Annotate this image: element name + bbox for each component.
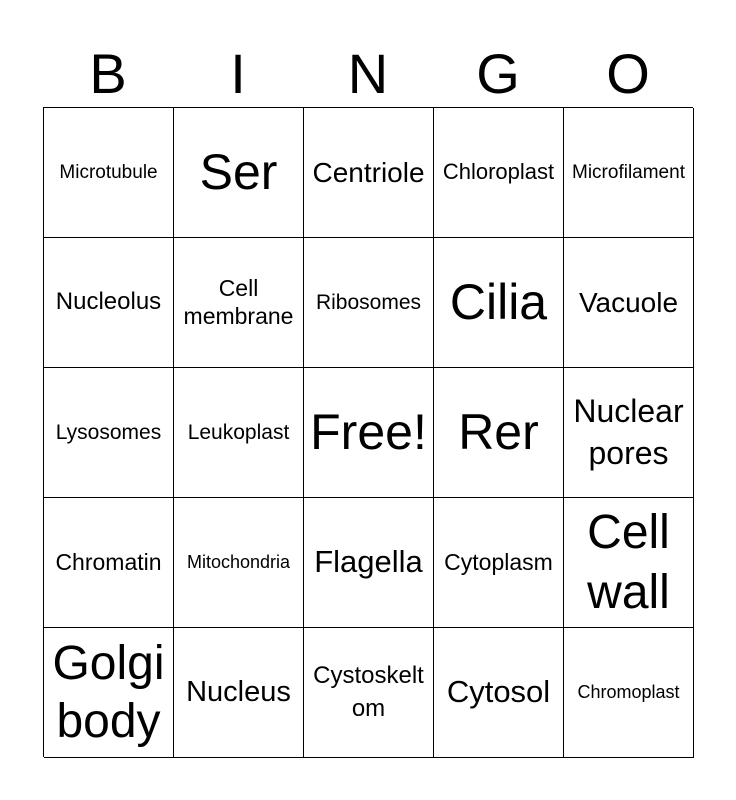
cell-text: Chromoplast bbox=[577, 682, 680, 703]
cell-text: Centriole bbox=[312, 156, 425, 188]
cell-text: Lysosomes bbox=[55, 420, 162, 444]
bingo-cell[interactable] bbox=[564, 628, 694, 758]
bingo-header bbox=[43, 42, 693, 106]
header-letter-i: I bbox=[230, 42, 246, 105]
cell-text: Cytoplasm bbox=[444, 548, 553, 575]
header-letter-n: N bbox=[347, 42, 389, 105]
cell-text: Cytosol bbox=[446, 674, 551, 710]
cell-text: Cell wall bbox=[587, 505, 670, 619]
bingo-cell[interactable] bbox=[174, 238, 304, 368]
bingo-cell[interactable] bbox=[44, 498, 174, 628]
cell-text: Microfilament bbox=[572, 161, 685, 183]
bingo-cell[interactable] bbox=[44, 238, 174, 368]
bingo-cell[interactable] bbox=[564, 368, 694, 498]
bingo-cell[interactable] bbox=[564, 108, 694, 238]
bingo-cell[interactable] bbox=[304, 238, 434, 368]
cell-text: Nucleus bbox=[186, 676, 291, 709]
bingo-cell[interactable] bbox=[434, 238, 564, 368]
bingo-cell[interactable] bbox=[304, 628, 434, 758]
bingo-cell[interactable] bbox=[434, 498, 564, 628]
cell-text: Cilia bbox=[449, 274, 548, 330]
cell-text: Flagella bbox=[314, 544, 423, 580]
bingo-cell[interactable] bbox=[44, 628, 174, 758]
cell-text: Mitochondria bbox=[186, 552, 291, 573]
cell-text: Nuclear pores bbox=[573, 392, 684, 471]
bingo-cell[interactable] bbox=[564, 498, 694, 628]
bingo-cell[interactable] bbox=[44, 108, 174, 238]
header-letter-b: B bbox=[89, 42, 127, 105]
bingo-cell[interactable] bbox=[434, 628, 564, 758]
header-letter-g: G bbox=[476, 42, 520, 105]
bingo-cell[interactable] bbox=[174, 368, 304, 498]
cell-text: Chloroplast bbox=[442, 159, 555, 185]
cell-text: Microtubule bbox=[59, 161, 158, 183]
bingo-cell[interactable] bbox=[174, 108, 304, 238]
cell-text: Nucleolus bbox=[55, 288, 162, 316]
bingo-cell[interactable] bbox=[434, 108, 564, 238]
cell-text: Golgi body bbox=[52, 636, 165, 748]
bingo-board bbox=[43, 107, 693, 757]
bingo-cell[interactable] bbox=[174, 498, 304, 628]
cell-text: Leukoplast bbox=[187, 420, 290, 444]
bingo-cell[interactable] bbox=[174, 628, 304, 758]
header-letter-o: O bbox=[606, 42, 650, 105]
cell-text: Rer bbox=[458, 404, 539, 460]
cell-text: Free! bbox=[310, 404, 427, 460]
cell-text: Ribosomes bbox=[315, 290, 422, 314]
bingo-cell[interactable] bbox=[564, 238, 694, 368]
bingo-cell[interactable] bbox=[44, 368, 174, 498]
bingo-cell[interactable] bbox=[304, 498, 434, 628]
cell-text: Chromatin bbox=[55, 548, 162, 575]
cell-text: Cystoskeltom bbox=[313, 662, 424, 722]
free-space[interactable] bbox=[304, 368, 434, 498]
bingo-cell[interactable] bbox=[304, 108, 434, 238]
bingo-cell[interactable] bbox=[434, 368, 564, 498]
cell-text: Ser bbox=[199, 144, 278, 200]
cell-text: Vacuole bbox=[578, 286, 679, 318]
cell-text: Cell membrane bbox=[183, 274, 294, 329]
